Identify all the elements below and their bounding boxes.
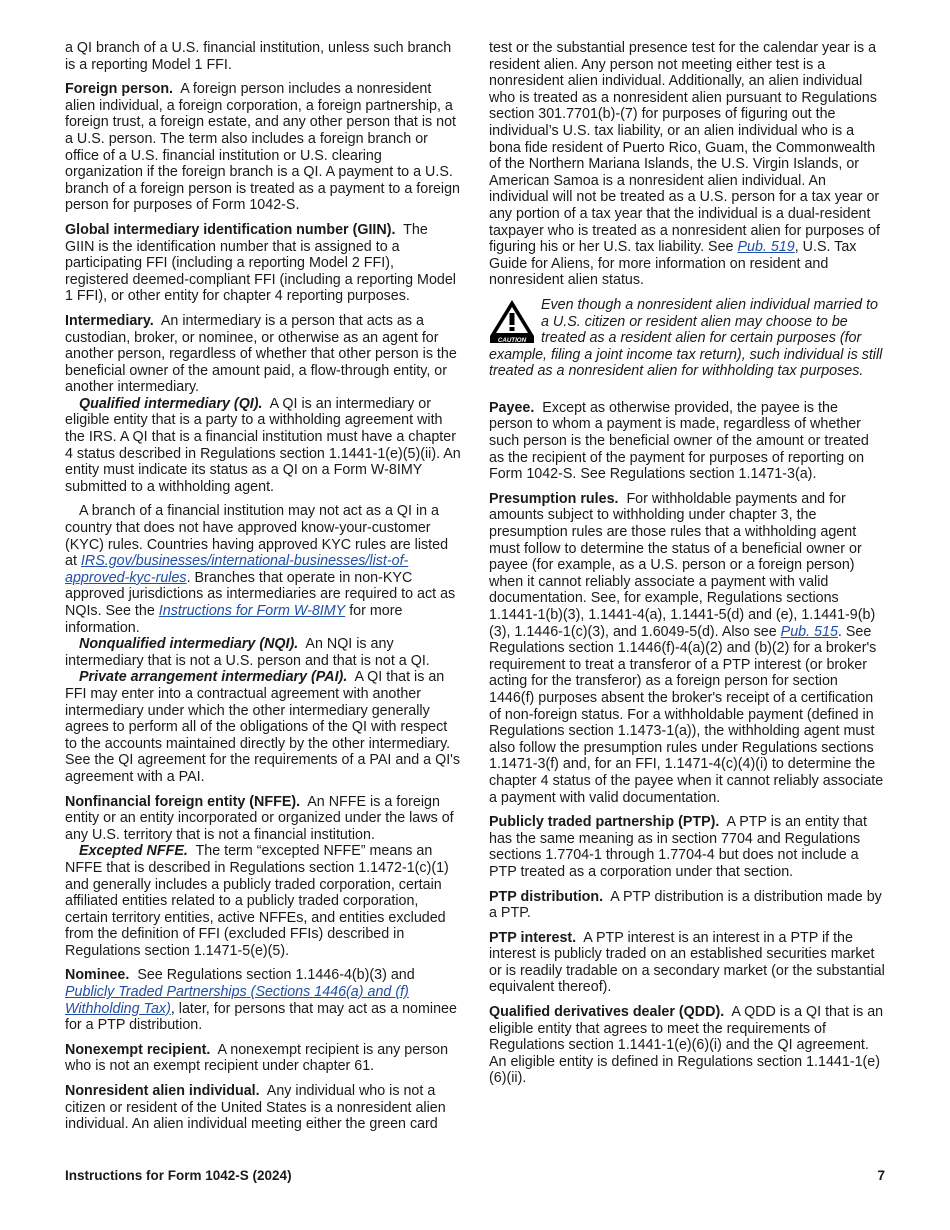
definition-text: An NQI is any intermediary that is not a U.S. person and that is not a QI. [65,636,430,669]
caution-icon [489,299,535,343]
definition-qi [65,396,461,496]
definition-qdd [489,1004,885,1087]
paragraph-qi-branch: a QI branch of a U.S. financial institution, unless such branch is a reporting Model 1 FFI. [65,40,452,73]
caution-note [489,297,885,380]
paragraph-text: A branch of a financial institution may not act as a QI in a country that does not have approved know-your-customer (KYC) rules. Countries having approved KYC rules are listed at [65,503,449,570]
term-nominee: Nominee. [65,967,130,984]
definition-text: For withholdable payments and for amounts subject to withholding under chapter 3, the presumption rules are those rules that a withholding agent must follow to determine the status of a beneficial owner or payee (for example, as a U.S. person or a foreign person) when it cannot reliably associate a payment with valid documentation. See, for example, Regulations sections 1.1441-1(b)(3), 1.1441-4(a), 1.1441-5(d) and (e), 1.1441-9(b)(3), 1.1446-1(c)(3), and 1.6049-5(d). Also see [489,490,876,640]
term-ptp: Publicly traded partnership (PTP). [489,814,720,831]
term-foreign-person: Foreign person. [65,81,174,98]
definition-text: A PTP interest is an interest in a PTP if the interest is publicly traded on an established securities market or is readily tradable on a secondary market (or the substantial equivalent thereof). [489,929,885,996]
definition-text: , later, for persons that may act as a nominee for a PTP distribution. [65,1000,457,1034]
definition-nonresident-alien [65,1083,461,1133]
link-instructions-w8imy[interactable]: Instructions for Form W-8IMY [158,603,346,619]
definition-text: Except as otherwise provided, the payee is the person to whom a payment is made, regardless of whether such person is the beneficial owner of the amount or treated as the recipient of the payment for purposes of reporting on Form 1042-S. See Regulations section 1.1471-3(a). [489,399,869,483]
definition-text: The term “excepted NFFE” means an NFFE that is described in Regulations section 1.1472-1(c)(1) and generally includes a publicly traded corporation, certain affiliated entities related to a publicly traded corporation, certain territory entities, active NFFEs, and entities excluded from the definition of FFI (excluded FFIs) described in Regulations section 1.1471-5(e)(5). [65,843,449,959]
term-giin: Global intermediary identification number (GIIN). [65,221,396,238]
left-column [65,40,461,1141]
definition-text: A QDD is a QI that is an eligible entity that agrees to meet the requirements of Regulations section 1.1441-1(e)(6)(i) and the QI agreement. An eligible entity is defined in Regulations section 1.1441-1(e)(6)(ii). [489,1004,884,1087]
term-pai: Private arrangement intermediary (PAI). [79,669,348,686]
definition-ptp-interest [489,930,885,996]
paragraph-branch-kyc [65,503,461,636]
definition-excepted-nffe [65,843,461,959]
definition-text: A PTP is an entity that has the same meaning as in section 7704 and Regulations sections 1.7704-1 through 1.7704-4 but does not include a PTP treated as a corporation under that section. [489,814,867,880]
definition-text: A foreign person includes a nonresident alien individual, a foreign corporation, a foreign partnership, a foreign trust, a foreign estate, and any other person that is not a U.S. person. The term also includes a foreign branch or office of a U.S. financial institution or U.S. clearing organization if the foreign branch is a QI. A payment to a U.S. branch of a foreign person is treated as a payment to a foreign person for purposes of Form 1042-S. [65,81,460,214]
definition-pai [65,669,461,785]
term-nonresident-alien: Nonresident alien individual. [65,1083,260,1100]
definition-text: A nonexempt recipient is any person who is not an exempt recipient under chapter 61. [65,1041,449,1075]
page-number: 7 [877,1168,885,1183]
definition-presumption-rules [489,491,885,806]
definition-text: An NFFE is a foreign entity or an entity incorporated or organized under the laws of any U.S. territory that is not a financial institution. [65,793,454,843]
caution-text: Even though a nonresident alien individual married to a U.S. citizen or resident alien may choose to be treated as a resident alien for certain purposes (for example, filing a joint income tax return), such individual is still treated as a nonresident alien for withholding tax purposes. [489,296,883,380]
term-presumption-rules: Presumption rules. [489,490,619,507]
term-intermediary: Intermediary. [65,312,154,329]
page-footer [65,1168,885,1183]
definition-text: Any individual who is not a citizen or resident of the United States is a nonresident alien individual. An alien individual meeting either the green card [65,1083,446,1133]
definition-text: A PTP distribution is a distribution made by a PTP. [489,888,882,922]
definition-intermediary [65,313,461,396]
term-ptp-interest: PTP interest. [489,929,577,946]
definition-nqi [65,636,461,669]
term-nffe: Nonfinancial foreign entity (NFFE). [65,793,301,810]
term-ptp-distribution: PTP distribution. [489,888,604,905]
term-payee: Payee. [489,399,535,416]
paragraph-text: , U.S. Tax Guide for Aliens, for more information on resident and nonresident alien status. [489,239,857,289]
definition-nominee [65,967,461,1033]
definition-payee [489,400,885,483]
term-qdd: Qualified derivatives dealer (QDD). [489,1004,725,1021]
definition-ptp-distribution [489,889,885,922]
term-nqi: Nonqualified intermediary (NQI). [79,636,299,653]
link-pub-515[interactable]: Pub. 515 [780,623,838,640]
definition-text: A QI that is an FFI may enter into a contractual agreement with another intermediary under which the other intermediary generally agrees to perform all of the obligations of the QI with respect to the accounts maintained directly by the other intermediary. See the QI agreement for the requirements of a PAI and a QI's agreement with a PAI. [65,669,461,785]
term-nonexempt-recipient: Nonexempt recipient. [65,1041,211,1058]
definition-giin [65,222,461,305]
paragraph-text: . Branches that operate in non-KYC approved jurisdictions as intermediaries are required to act as NQIs. See the [65,569,456,619]
definition-ptp [489,814,885,880]
definition-text: A QI is an intermediary or eligible entity that is a party to a withholding agreement with the IRS. A QI that is a financial institution must have a chapter 4 status described in Regulations section 1.1441-1(e)(5)(ii). An entity must indicate its status as a QI on a Form W-8IMY submitted to a withholding agent. [65,395,461,495]
definition-text: See Regulations section 1.1446-4(b)(3) and [137,967,415,984]
paragraph-text: test or the substantial presence test for the calendar year is a resident alien. Any person not meeting either test is a nonresident alien individual. Additionally, an alien individual who is treated as a nonresident alien pursuant to Regulations section 301.7701(b)-(7) for purposes of figuring out the individual’s U.S. tax liability, or an alien individual who is a bona fide resident of Puerto Rico, Guam, the Commonwealth of the Northern Mariana Islands, the U.S. Virgin Islands, or American Samoa is a nonresident alien individual. An individual will not be treated as a U.S. person for a tax year or any portion of a tax year that the individual is a dual-resident taxpayer who is treated as a nonresident alien for purposes of figuring his or her U.S. tax liability. See [489,40,881,256]
link-pub-519[interactable]: Pub. 519 [737,239,795,256]
definition-text: The GIIN is the identification number that is assigned to a participating FFI (including a reporting Model 2 FFI), registered deemed-compliant FFI (including a reporting Model 1 FFI), or other entity for chapter 4 reporting purposes. [65,221,456,305]
paragraph-nonresident-continued [489,40,885,289]
definition-text: . See Regulations section 1.1446(f)-4(a)(2) and (b)(2) for a broker's requirement to treat a transferor of a PTP interest (or broker acting for the transferor) as a foreign person for section 1446(f) purposes absent the broker's receipt of a certification of non-foreign status. For a withholdable payment (defined in Regulations section 1.1473-1(a)), the withholding agent must also follow the presumption rules under Regulations sections 1.1471-3(f) and, for an FFI, 1.1471-4(c)(4)(i) to determine the chapter 4 status of the payee when it cannot reliably associate a payment with valid documentation. [489,623,884,806]
definition-nffe [65,794,461,844]
right-column [489,40,885,1095]
paragraph-text: for more information. [65,603,403,636]
term-qi: Qualified intermediary (QI). [79,395,263,412]
definition-nonexempt-recipient [65,1042,461,1075]
link-ptp-withholding[interactable]: Publicly Traded Partnerships (Sections 1446(a) and (f) Withholding Tax) [65,984,409,1017]
definition-foreign-person [65,81,461,214]
caution-label: CAUTION [497,336,527,343]
term-excepted-nffe: Excepted NFFE. [79,843,188,860]
footer-title: Instructions for Form 1042-S (2024) [65,1168,292,1183]
link-kyc-rules[interactable]: IRS.gov/businesses/international-businesses/list-of-approved-kyc-rules [65,553,409,586]
definition-text: An intermediary is a person that acts as a custodian, broker, or nominee, or otherwise as an agent for another person, regardless of whether that other person is the beneficial owner of the amount paid, a flow-through entity, or another intermediary. [65,312,457,396]
